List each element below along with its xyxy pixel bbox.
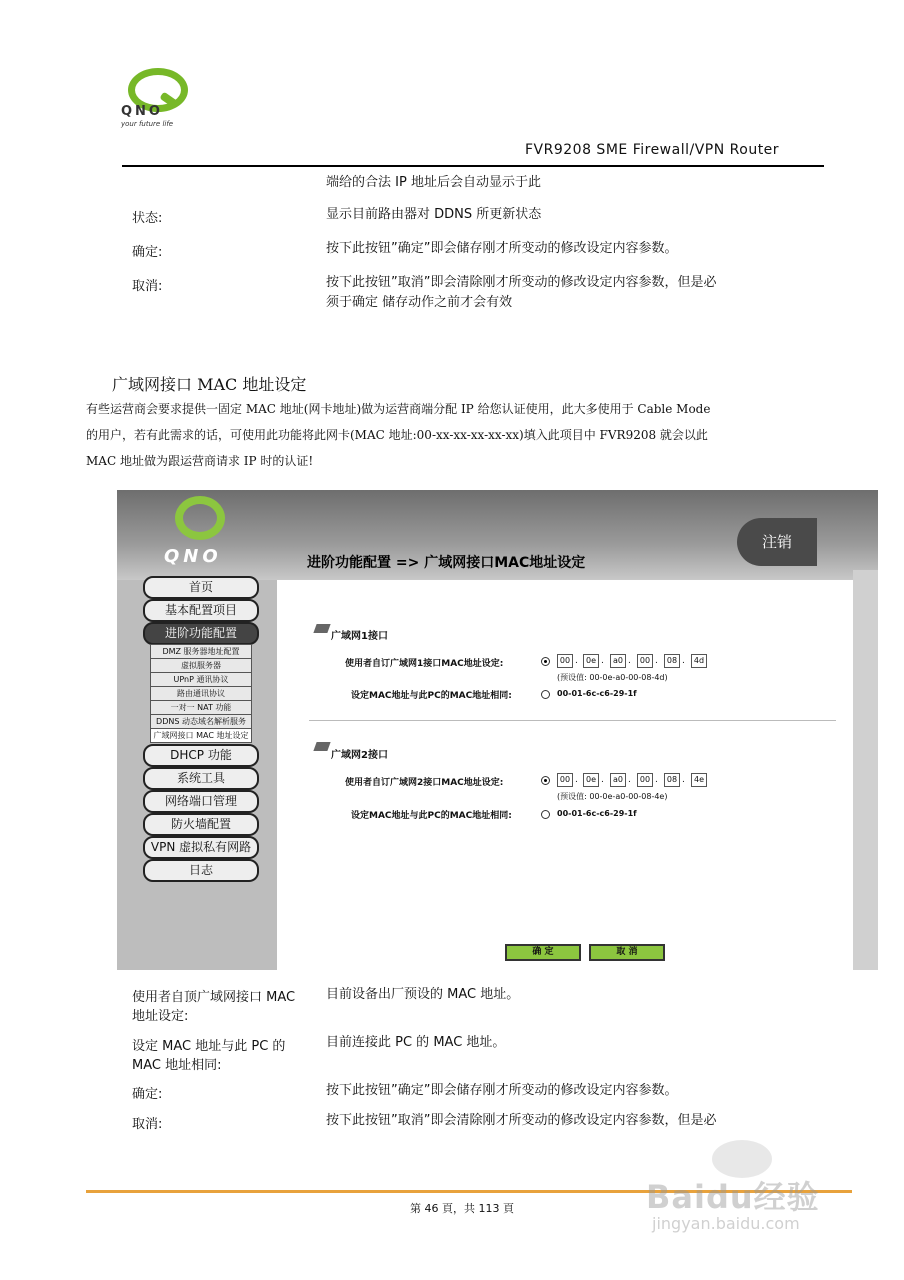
doc-title: FVR9208 SME Firewall/VPN Router [525,142,780,158]
menu-advanced[interactable]: 进阶功能配置 [143,622,259,645]
menu-basic-setup[interactable]: 基本配置项目 [143,599,259,622]
row-label-custom-mac: 使用者自顶广域网接口 MAC [132,990,296,1005]
menu-port-management[interactable]: 网络端口管理 [143,790,259,813]
wan2-custom-radio[interactable] [541,776,550,785]
wan2-same-pc-radio[interactable] [541,810,550,819]
wan1-octet-2[interactable]: 0e [583,654,599,668]
wan1-same-pc-radio[interactable] [541,690,550,699]
group-separator [309,720,836,721]
submenu-routing[interactable]: 路由通讯协议 [150,686,252,701]
menu-system-tools[interactable]: 系统工具 [143,767,259,790]
row-text-cancel-2: 按下此按钮”取消”即会清除刚才所变动的修改设定内容参数，但是必 [326,1113,717,1128]
wan1-title: 广域网1接口 [331,631,388,642]
wan2-same-pc-label: 设定MAC地址与此PC的MAC地址相同: [351,811,512,821]
qno-logo-text: QNO [121,104,163,119]
row-label-same-pc-2: MAC 地址相同: [132,1058,222,1073]
screenshot-page-title: 进阶功能配置 => 广域网接口MAC地址设定 [307,555,586,571]
row-text-status: 显示目前路由器对 DDNS 所更新状态 [326,207,542,222]
wan2-octet-1[interactable]: 00 [557,773,573,787]
row-label-custom-mac-2: 地址设定: [132,1009,189,1024]
wan2-title: 广域网2接口 [331,750,388,761]
submenu-upnp[interactable]: UPnP 通讯协议 [150,672,252,687]
wan2-octet-3[interactable]: a0 [610,773,626,787]
row-label-ok: 确定: [132,245,163,260]
menu-firewall[interactable]: 防火墙配置 [143,813,259,836]
wan1-octet-3[interactable]: a0 [610,654,626,668]
wan1-octet-1[interactable]: 00 [557,654,573,668]
paragraph-line-1: 有些运营商会要求提供一固定 MAC 地址(网卡地址)做为运营商端分配 IP 给您认证使用，此大多使用于 Cable Mode [86,402,711,416]
paragraph-line-2: 的用户，若有此需求的话，可使用此功能将此网卡(MAC 地址:00-xx-xx-xx-xx-xx)填入此项目中 FVR9208 就会以此 [86,428,708,442]
wan1-pc-mac: 00-01-6c-c6-29-1f [557,689,637,698]
wan1-octet-4[interactable]: 00 [637,654,653,668]
wan1-octet-5[interactable]: 08 [664,654,680,668]
row-text: 端给的合法 IP 地址后会自动显示于此 [326,175,541,190]
screenshot-qno-logo-icon [175,496,225,540]
menu-log[interactable]: 日志 [143,859,259,882]
paragraph-line-3: MAC 地址做为跟运营商请求 IP 时的认证! [86,454,314,468]
wan2-octet-2[interactable]: 0e [583,773,599,787]
row-label-cancel-2: 取消: [132,1117,163,1132]
wan1-custom-radio[interactable] [541,657,550,666]
wan1-same-pc-label: 设定MAC地址与此PC的MAC地址相同: [351,691,512,701]
wan1-default-hint: (预设值: 00-0e-a0-00-08-4d) [557,673,668,682]
watermark-url: jingyan.baidu.com [652,1214,800,1233]
row-label-ok-2: 确定: [132,1087,163,1102]
screenshot-right-bar [853,570,878,970]
row-label-cancel: 取消: [132,279,163,294]
submenu-wan-mac[interactable]: 广域网接口 MAC 地址设定 [150,728,252,743]
submenu-dmz[interactable]: DMZ 服务器地址配置 [150,644,252,659]
row-text-same-pc: 目前连接此 PC 的 MAC 地址。 [326,1035,506,1050]
screenshot-logo-text: QNO [164,546,222,567]
wan2-custom-label: 使用者自订广域网2接口MAC地址设定: [345,778,504,788]
menu-home[interactable]: 首页 [143,576,259,599]
row-label-status: 状态: [132,211,163,226]
menu-dhcp[interactable]: DHCP 功能 [143,744,259,767]
submenu-one-to-one-nat[interactable]: 一对一 NAT 功能 [150,700,252,715]
wan2-octet-5[interactable]: 08 [664,773,680,787]
row-text-custom-mac: 目前设备出厂预设的 MAC 地址。 [326,987,520,1002]
row-text-ok-2: 按下此按钮”确定”即会储存刚才所变动的修改设定内容参数。 [326,1083,678,1098]
qno-logo-tagline: your future life [121,120,174,128]
wan2-default-hint: (预设值: 00-0e-a0-00-08-4e) [557,792,668,801]
wan1-custom-label: 使用者自订广域网1接口MAC地址设定: [345,659,504,669]
row-label-same-pc: 设定 MAC 地址与此 PC 的 [132,1039,286,1054]
row-text-cancel: 按下此按钮”取消”即会清除刚才所变动的修改设定内容参数，但是必 [326,275,717,290]
section-title: 广域网接口 MAC 地址设定 [112,375,307,394]
submenu-ddns[interactable]: DDNS 动态域名解析服务 [150,714,252,729]
menu-vpn[interactable]: VPN 虚拟私有网路 [143,836,259,859]
submenu-virtual-server[interactable]: 虚拟服务器 [150,658,252,673]
screenshot-cancel-button[interactable]: 取 消 [589,944,665,961]
row-text-cancel-2: 须于确定 储存动作之前才会有效 [326,295,513,310]
wan2-pc-mac: 00-01-6c-c6-29-1f [557,809,637,818]
logout-button[interactable]: 注销 [737,518,817,566]
page-number: 第 46 頁，共 113 頁 [410,1202,514,1215]
router-ui-screenshot: QNO 注销 进阶功能配置 => 广域网接口MAC地址设定 首页 基本配置项目 进阶功能配置 DMZ 服务器地址配置 虚拟服务器 UPnP 通讯协议 路由通讯协议 一对一 NAT 功能 DDNS 动态域名解析服务 广域网接口 MAC 地址设定 DHCP 功能 系统工具 网络端口管理 防火墙配置 VPN 虚拟私有网路 日志 广域网1接口 使用者自订广域网1接口MAC地址设定: 00 . 0e . a0 . 00 . 08 . 4d (预设值: 00-0e-a0-00-08-4d) 设定MAC地址与此PC的MAC地址相同: 00-01-6c-c6-29-1f 广域网2接口 使用者自订广域网2接口MAC地址设定: 00 . 0e . a0 . 00 . 08 . 4e (预设值: 00-0e-a0-00-08-4e) 设定MAC地址与此PC的MAC地址相同: 00-01-6c-c6-29-1f 确 定 取 消 [117,490,878,970]
wan2-octet-6[interactable]: 4e [691,773,707,787]
row-text-ok: 按下此按钮”确定”即会储存刚才所变动的修改设定内容参数。 [326,241,678,256]
wan2-octet-4[interactable]: 00 [637,773,653,787]
wan1-octet-6[interactable]: 4d [691,654,707,668]
watermark-logo: Baidu经验 [646,1178,820,1216]
header-divider [122,165,824,167]
screenshot-ok-button[interactable]: 确 定 [505,944,581,961]
